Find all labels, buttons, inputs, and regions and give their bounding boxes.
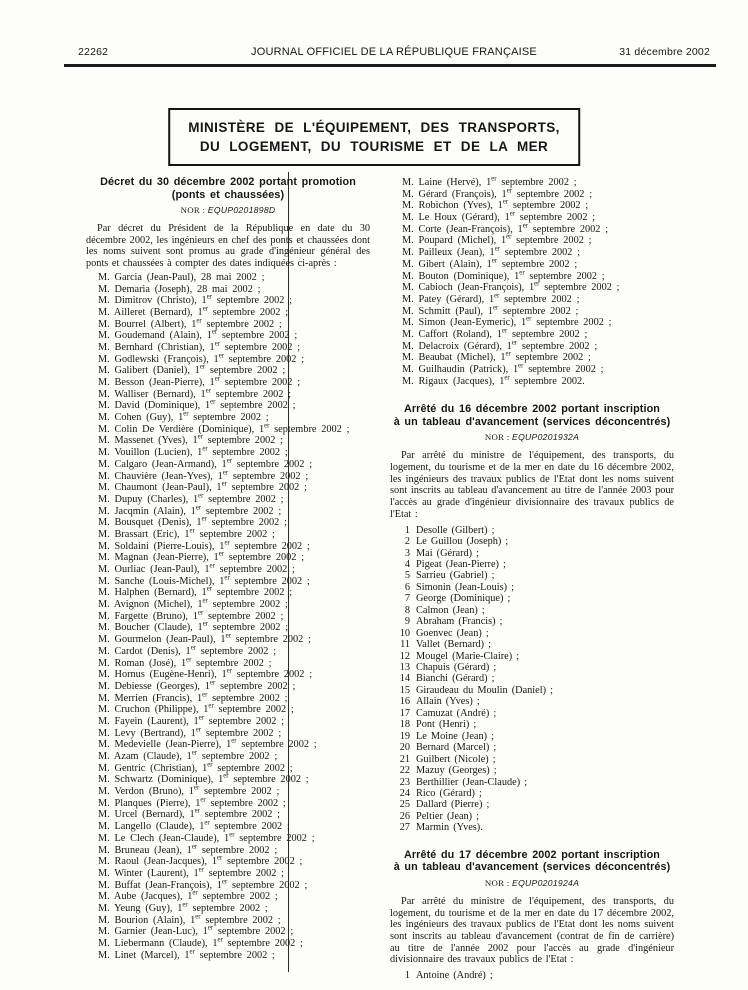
- nor-label: NOR :: [484, 432, 510, 443]
- page-header: [78, 46, 710, 58]
- list-item: M. Besson (Jean-Pierre), 1er septembre 2002 ;: [98, 377, 301, 388]
- list-item: M. Schwartz (Dominique), 1er septembre 2002 ;: [98, 774, 309, 786]
- entry-number: 7: [404, 593, 410, 605]
- entry-text: Bernard (Marcel) ;: [416, 742, 497, 754]
- list-item: M. Walliser (Bernard), 1er septembre 2002 ;: [98, 388, 292, 400]
- list-item: M. Langello (Claude), 1er septembre 2002 ;: [98, 821, 290, 833]
- list-item: M. Brassart (Eric), 1er septembre 2002 ;: [98, 528, 275, 540]
- list-item: [390, 559, 674, 570]
- list-item: M. Verdon (Bruno), 1er septembre 2002 ;: [98, 786, 280, 798]
- list-item: M. Cruchon (Philippe), 1er septembre 2002 ;: [98, 704, 294, 716]
- entry-text: Sarrieu (Gabriel) ;: [416, 570, 495, 582]
- list-item: M. Winter (Laurent), 1er septembre 2002 ;: [98, 867, 285, 879]
- decree-title-line2: (ponts et chaussées): [171, 188, 285, 201]
- list-item: [390, 548, 674, 559]
- list-item: [390, 570, 674, 581]
- list-item: M. Planques (Pierre), 1er septembre 2002 ;: [98, 797, 286, 809]
- arrete1-nor: [390, 432, 674, 442]
- list-item: M. Laine (Hervé), 1er septembre 2002 ;: [402, 177, 577, 188]
- list-item: [390, 673, 674, 684]
- list-item: M. Fayein (Laurent), 1er septembre 2002 ;: [98, 715, 285, 727]
- list-item: [390, 628, 674, 639]
- list-item: M. Garcia (Jean-Paul), 28 mai 2002 ;: [98, 271, 265, 283]
- entry-text: Pigeat (Jean-Pierre) ;: [416, 558, 506, 570]
- list-item: M. Poupard (Michel), 1er septembre 2002 ;: [402, 235, 592, 247]
- list-item: [390, 731, 674, 742]
- entry-text: Abraham (Francis) ;: [416, 616, 503, 628]
- list-item: M. Aube (Jacques), 1er septembre 2002 ;: [98, 891, 278, 903]
- list-item: [390, 582, 674, 593]
- entry-text: Giraudeau du Moulin (Daniel) ;: [416, 684, 553, 696]
- list-item: M. Bousquet (Denis), 1er septembre 2002 ;: [98, 517, 287, 529]
- entry-text: Le Guillou (Joseph) ;: [416, 536, 509, 548]
- list-item: M. Gourmelon (Jean-Paul), 1er septembre 2002 ;: [98, 634, 311, 646]
- list-item: M. Goudemand (Alain), 1er septembre 2002 ;: [98, 330, 298, 342]
- entry-text: Berthillier (Jean-Claude) ;: [416, 776, 528, 788]
- entry-number: 26: [399, 810, 410, 822]
- entry-number: 19: [399, 730, 410, 742]
- entry-text: Desolle (Gilbert) ;: [416, 524, 495, 536]
- list-item: M. Azam (Claude), 1er septembre 2002 ;: [98, 751, 278, 762]
- entry-number: 11: [400, 639, 410, 651]
- decree-names-right: [390, 177, 674, 387]
- entry-number: 8: [404, 604, 410, 616]
- entry-text: Dallard (Pierre) ;: [416, 799, 490, 811]
- list-item: M. Dupuy (Charles), 1er septembre 2002 ;: [98, 493, 284, 505]
- entry-text: Le Moine (Jean) ;: [416, 730, 494, 742]
- list-item: M. Galibert (Daniel), 1er septembre 2002 ;: [98, 365, 286, 377]
- entry-text: George (Dominique) ;: [416, 593, 511, 605]
- entry-text: Guilbert (Nicole) ;: [416, 753, 496, 765]
- list-item: M. Bernhard (Christian), 1er septembre 2002 ;: [98, 341, 301, 353]
- list-item: [390, 605, 674, 616]
- entry-number: 17: [399, 707, 410, 719]
- list-item: M. Cardot (Denis), 1er septembre 2002 ;: [98, 645, 277, 657]
- list-item: M. Demaria (Joseph), 28 mai 2002 ;: [98, 283, 261, 295]
- decree-names-left: [86, 272, 370, 962]
- decree-nor: [86, 205, 370, 215]
- arrete1-title: [390, 403, 674, 428]
- ministry-title-line1: MINISTÈRE DE L'ÉQUIPEMENT, DES TRANSPORTS,: [188, 120, 560, 135]
- list-item: M. Corte (Jean-François), 1er septembre 2002 ;: [402, 223, 609, 235]
- list-item: M. Vouillon (Lucien), 1er septembre 2002 ;: [98, 447, 288, 459]
- list-item: M. Bourrel (Albert), 1er septembre 2002 ;: [98, 318, 282, 330]
- list-item: [390, 811, 674, 822]
- list-item: M. David (Dominique), 1er septembre 2002 ;: [98, 400, 296, 412]
- page-number: 22262: [78, 46, 109, 58]
- entry-text: Goenvec (Jean) ;: [416, 627, 489, 639]
- list-item: M. Pailleux (Jean), 1er septembre 2002 ;: [402, 247, 581, 259]
- list-item: [390, 616, 674, 627]
- list-item: M. Roman (José), 1er septembre 2002 ;: [98, 657, 272, 669]
- entry-text: Pont (Henri) ;: [416, 719, 477, 731]
- list-item: M. Caffort (Roland), 1er septembre 2002 ;: [402, 328, 588, 340]
- list-item: [390, 777, 674, 788]
- entry-text: Calmon (Jean) ;: [416, 604, 485, 616]
- journal-title: JOURNAL OFFICIEL DE LA RÉPUBLIQUE FRANÇAISE: [251, 46, 537, 58]
- entry-number: 23: [399, 776, 410, 788]
- list-item: M. Rigaux (Jacques), 1er septembre 2002.: [402, 375, 585, 387]
- right-column: [390, 176, 674, 982]
- ministry-title-box: [168, 108, 580, 166]
- list-item: M. Levy (Bertrand), 1er septembre 2002 ;: [98, 727, 282, 739]
- list-item: [390, 639, 674, 650]
- list-item: M. Avignon (Michel), 1er septembre 2002 ;: [98, 599, 288, 611]
- decree-intro: Par décret du Président de la République en date du 30 décembre 2002, les ingénieurs en chef des ponts et chaussées dont les noms suivent sont promus au grade d'ingénieur général des ponts et chaussées à compter des dates indiquées ci-après :: [86, 223, 370, 270]
- list-item: M. Merrien (Francis), 1er septembre 2002 ;: [98, 692, 288, 704]
- list-item: M. Yeung (Guy), 1er septembre 2002 ;: [98, 902, 268, 914]
- entry-text: Mai (Gérard) ;: [416, 547, 480, 559]
- entry-text: Vallet (Bernard) ;: [416, 639, 492, 651]
- entry-number: 15: [399, 684, 410, 696]
- arrete2-title: [390, 849, 674, 874]
- list-item: M. Chauvière (Jean-Yves), 1er septembre 2002 ;: [98, 470, 309, 482]
- list-item: M. Gérard (François), 1er septembre 2002 ;: [402, 188, 593, 200]
- left-column: [86, 176, 370, 982]
- arrete1-entries: [390, 525, 674, 834]
- list-item: [390, 754, 674, 765]
- list-item: M. Raoul (Jean-Jacques), 1er septembre 2002 ;: [98, 856, 303, 868]
- entry-number: 21: [399, 753, 410, 765]
- entry-text: Bianchi (Gérard) ;: [416, 673, 495, 685]
- list-item: M. Le Clech (Jean-Claude), 1er septembre 2002 ;: [98, 832, 315, 844]
- nor-value: EQUP0201932A: [512, 432, 580, 443]
- arrete1-title-line1: Arrêté du 16 décembre 2002 portant inscription: [403, 403, 660, 416]
- entry-text: Camuzat (André) ;: [416, 707, 497, 719]
- list-item: M. Schmitt (Paul), 1er septembre 2002 ;: [402, 305, 579, 317]
- entry-number: 24: [399, 788, 410, 800]
- list-item: [390, 708, 674, 719]
- list-item: M. Chaumont (Jean-Paul), 1er septembre 2002 ;: [98, 482, 307, 494]
- list-item: M. Jacqmin (Alain), 1er septembre 2002 ;: [98, 505, 282, 517]
- list-item: M. Halphen (Bernard), 1er septembre 2002 ;: [98, 587, 293, 599]
- entry-number: 10: [399, 627, 410, 639]
- list-item: M. Le Houx (Gérard), 1er septembre 2002 ;: [402, 212, 596, 224]
- ministry-title-line2: DU LOGEMENT, DU TOURISME ET DE LA MER: [199, 139, 549, 154]
- entry-number: 13: [399, 662, 410, 674]
- entry-text: Mazuy (Georges) ;: [416, 765, 497, 777]
- list-item: M. Boucher (Claude), 1er septembre 2002 ;: [98, 622, 289, 634]
- arrete2-nor: [390, 878, 674, 888]
- list-item: [390, 719, 674, 730]
- entry-number: 5: [404, 570, 410, 582]
- entry-number: 9: [404, 616, 410, 628]
- list-item: M. Guilhaudin (Patrick), 1er septembre 2002 ;: [402, 364, 604, 375]
- list-item: [390, 788, 674, 799]
- nor-value: EQUP0201924A: [512, 877, 580, 888]
- nor-label: NOR :: [180, 205, 206, 215]
- arrete2-intro: Par arrêté du ministre de l'équipement, des transports, du logement, du tourisme et de la mer en date du 17 décembre 2002, les ingénieurs des travaux publics de l'Etat dont les noms suivent sont inscrits au tableau d'avancement (contrat de fin de carrière) au titre de l'année 2002 pour l'accès au grade d'ingénieur divisionnaire des travaux publics de l'Etat :: [390, 895, 674, 966]
- list-item: M. Godlewski (François), 1er septembre 2002 ;: [98, 353, 305, 365]
- list-item: M. Gibert (Alain), 1er septembre 2002 ;: [402, 258, 578, 270]
- entry-number: 1: [404, 970, 410, 982]
- decree-title-line1: Décret du 30 décembre 2002 portant promotion: [100, 176, 356, 188]
- arrete2-title-line1: Arrêté du 17 décembre 2002 portant inscription: [403, 848, 660, 861]
- list-item: [390, 742, 674, 753]
- list-item: M. Bouton (Dominique), 1er septembre 2002 ;: [402, 270, 605, 282]
- entry-number: 16: [399, 696, 410, 708]
- list-item: M. Linet (Marcel), 1er septembre 2002 ;: [98, 949, 275, 961]
- entry-text: Simonin (Jean-Louis) ;: [416, 581, 514, 593]
- entry-number: 12: [399, 650, 410, 662]
- list-item: [390, 765, 674, 776]
- entry-number: 14: [399, 673, 410, 685]
- list-item: [390, 593, 674, 604]
- list-item: M. Colin De Verdière (Dominique), 1er septembre 2002 ;: [98, 423, 350, 435]
- list-item: M. Cohen (Guy), 1er septembre 2002 ;: [98, 412, 269, 424]
- list-item: M. Cabioch (Jean-François), 1er septembre 2002 ;: [402, 282, 620, 294]
- list-item: M. Debiesse (Georges), 1er septembre 2002 ;: [98, 680, 296, 692]
- list-item: [390, 970, 674, 981]
- list-item: [390, 525, 674, 536]
- entry-number: 20: [399, 742, 410, 754]
- entry-text: Marmin (Yves).: [416, 822, 483, 834]
- list-item: M. Sanche (Louis-Michel), 1er septembre 2002 ;: [98, 575, 310, 587]
- nor-value: EQUP0201898D: [207, 205, 276, 215]
- arrete1-intro: Par arrêté du ministre de l'équipement, des transports, du logement, du tourisme et de la mer en date du 16 décembre 2002, les ingénieurs des travaux publics de l'Etat dont les noms suivent sont inscrits au tableau d'avancement au titre de l'année 2003 pour l'accès au grade d'ingénieur divisionnaire des travaux publics de l'Etat :: [390, 450, 674, 520]
- header-rule: [64, 64, 716, 67]
- entry-number: 2: [404, 536, 410, 548]
- list-item: [390, 651, 674, 662]
- entry-text: Chapuis (Gérard) ;: [416, 662, 497, 674]
- list-item: M. Magnan (Jean-Pierre), 1er septembre 2002 ;: [98, 552, 305, 564]
- list-item: M. Beaubat (Michel), 1er septembre 2002 ;: [402, 352, 591, 364]
- list-item: M. Dimitrov (Christo), 1er septembre 2002 ;: [98, 295, 293, 307]
- decree-title: [86, 176, 370, 201]
- list-item: M. Soldaini (Pierre-Louis), 1er septembre 2002 ;: [98, 540, 310, 552]
- list-item: M. Bruneau (Jean), 1er septembre 2002 ;: [98, 844, 278, 856]
- list-item: [390, 822, 674, 833]
- entry-number: 22: [399, 765, 410, 777]
- list-item: M. Garnier (Jean-Luc), 1er septembre 2002 ;: [98, 926, 294, 938]
- list-item: [390, 696, 674, 707]
- list-item: M. Ourliac (Jean-Paul), 1er septembre 2002 ;: [98, 564, 295, 575]
- list-item: [390, 685, 674, 696]
- list-item: M. Medevielle (Jean-Pierre), 1er septembre 2002 ;: [98, 739, 317, 751]
- list-item: M. Calgaro (Jean-Armand), 1er septembre 2002 ;: [98, 458, 313, 470]
- list-item: M. Buffat (Jean-François), 1er septembre 2002 ;: [98, 879, 308, 891]
- list-item: M. Simon (Jean-Eymeric), 1er septembre 2002 ;: [402, 317, 612, 329]
- list-item: M. Patey (Gérard), 1er septembre 2002 ;: [402, 293, 580, 305]
- entry-text: Mougel (Marie-Claire) ;: [416, 650, 520, 662]
- arrete2-title-line2: à un tableau d'avancement (services déconcentrés): [393, 861, 671, 874]
- entry-number: 6: [404, 581, 410, 593]
- arrete2-entries: [390, 970, 674, 981]
- issue-date: 31 décembre 2002: [619, 46, 710, 58]
- list-item: M. Liebermann (Claude), 1er septembre 2002 ;: [98, 938, 303, 949]
- entry-text: Peltier (Jean) ;: [416, 810, 480, 822]
- list-item: [390, 536, 674, 547]
- list-item: [390, 662, 674, 673]
- entry-number: 1: [404, 524, 410, 536]
- entry-number: 18: [399, 719, 410, 731]
- entry-text: Allain (Yves) ;: [416, 696, 480, 708]
- arrete1-title-line2: à un tableau d'avancement (services déconcentrés): [393, 415, 671, 428]
- entry-number: 27: [399, 822, 410, 834]
- list-item: M. Massenet (Yves), 1er septembre 2002 ;: [98, 435, 284, 447]
- entry-number: 4: [404, 558, 410, 570]
- list-item: M. Ailleret (Bernard), 1er septembre 2002 ;: [98, 306, 289, 318]
- entry-text: Rico (Gérard) ;: [416, 788, 482, 800]
- list-item: M. Delacroix (Gérard), 1er septembre 2002 ;: [402, 340, 598, 352]
- nor-label: NOR :: [484, 877, 510, 888]
- entry-number: 25: [399, 799, 410, 811]
- list-item: M. Bourion (Alain), 1er septembre 2002 ;: [98, 914, 281, 926]
- list-item: M. Urcel (Bernard), 1er septembre 2002 ;: [98, 809, 281, 821]
- entry-number: 3: [404, 547, 410, 559]
- list-item: [390, 799, 674, 810]
- list-item: M. Robichon (Yves), 1er septembre 2002 ;: [402, 200, 589, 212]
- entry-text: Antoine (André) ;: [416, 970, 493, 982]
- list-item: M. Hornus (Eugène-Henri), 1er septembre 2002 ;: [98, 669, 313, 681]
- list-item: M. Fargette (Bruno), 1er septembre 2002 ;: [98, 610, 284, 622]
- list-item: M. Gentric (Christian), 1er septembre 2002 ;: [98, 762, 293, 774]
